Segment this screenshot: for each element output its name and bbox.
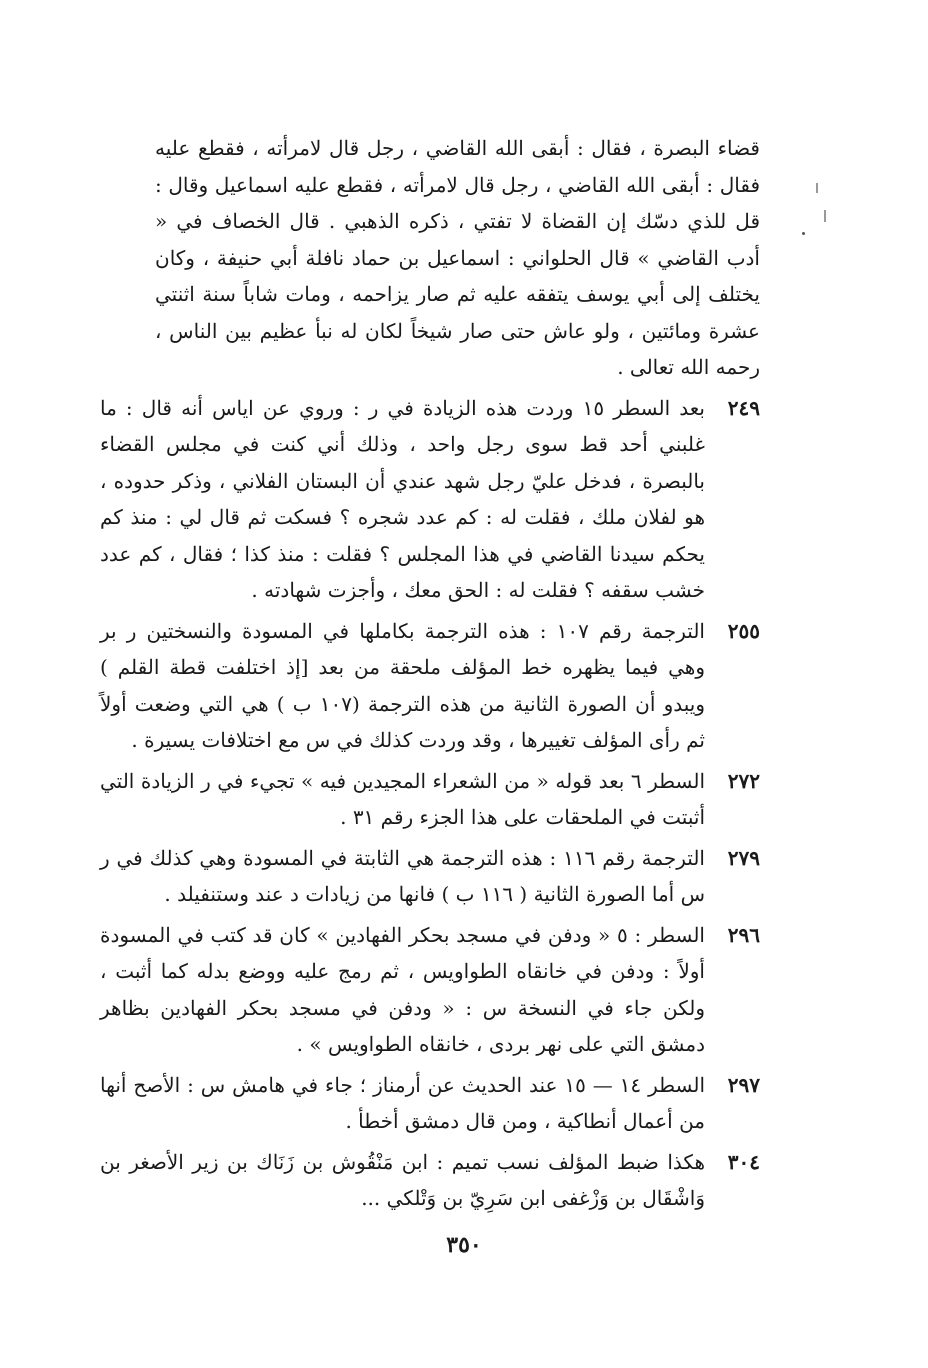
footnote-entry [100,763,760,836]
footnote-entry [100,1067,760,1140]
footnote-entry [100,1144,760,1217]
body-text [100,130,760,1217]
note-number: ٢٤٩ [727,395,760,420]
scan-speck [802,232,805,235]
note-number: ٣٠٤ [727,1149,760,1174]
note-number: ٢٥٥ [727,618,760,643]
note-text: بعد السطر ١٥ وردت هذه الزيادة في ر : وروي عن اياس أنه قال : ما غلبني أحد قط سوى رجل واحد ، وذلك أني كنت في مجلس القضاء بالبصرة ، فدخل عليّ رجل شهد عندي أن البستان الفلاني ، وذكر حدوده ، هو لفلان ملك ، فقلت له : كم عدد شجره ؟ فسكت ثم قال لي : منذ كم يحكم سيدنا القاضي في هذا المجلس ؟ فقلت : منذ كذا ؛ فقال ، كم عدد خشب سقفه ؟ فقلت له : الحق معك ، وأجزت شهادته . [100,395,705,602]
footnote-entry [100,613,760,759]
note-text: السطر ١٤ — ١٥ عند الحديث عن أرمناز ؛ جاء في هامش س : الأصح أنها من أعمال أنطاكية ، ومن قال دمشق أخطأ . [100,1072,706,1133]
note-text: السطر : ٥ « ودفن في مسجد بحكر الفهادين » كان قد كتب في المسودة أولاً : ودفن في خانقاه الطواويس ، ثم رمج عليه ووضع بدله كما أثبت ، ولكن جاء في النسخة س : « ودفن في مسجد بحكر الفهادين بظاهر دمشق التي على نهر بردى ، خانقاه الطواويس » . [100,922,705,1056]
note-number: ٢٩٧ [727,1072,760,1097]
note-text: السطر ٦ بعد قوله « من الشعراء المجيدين فيه » تجيء في ر الزيادة التي أثبتت في الملحقات على هذا الجزء رقم ٣١ . [100,768,705,829]
note-number: ٢٧٢ [727,768,760,793]
footnote-entry [100,840,760,913]
note-number: ٢٩٦ [727,922,760,947]
intro-paragraph: قضاء البصرة ، فقال : أبقى الله القاضي ، رجل قال لامرأته ، فقطع عليه فقال : أبقى الله القاضي ، رجل قال لامرأته ، فقطع عليه اسماعيل وقال : قل للذي دسّك إن القضاة لا تفتي ، ذكره الذهبي . قال الخصاف في « أدب القاضي » قال الحلواني : اسماعيل بن حماد نافلة أبي حنيفة ، وكان يختلف إلى أبي يوسف يتفقه عليه ثم صار يزاحمه ، ومات شاباً سنة اثنتي عشرة ومائتين ، ولو عاش حتى صار شيخاً لكان له نبأ عظيم بين الناس ، رحمه الله تعالى . [155,136,760,379]
footnote-entry [100,917,760,1063]
note-text: الترجمة رقم ١٠٧ : هذه الترجمة بكاملها في المسودة والنسختين ر بر وهي فيما يظهره خط المؤلف ملحقة من بعد [إذ اختلفت قطة القلم ) ويبدو أن الصورة الثانية من هذه الترجمة (١٠٧ ب ) هي التي وضعت أولاً ثم رأى المؤلف تغييرها ، وقد وردت كذلك في س مع اختلافات يسيرة . [100,618,705,752]
note-text: هكذا ضبط المؤلف نسب تميم : ابن مَنْقُوش بن زَنَاك بن زير الأصغر بن وَاشْقَال بن وَزْغفى ابن سَرِيّ بن وَتْلكي ... [100,1149,705,1210]
margin-mark [824,210,826,222]
note-text: الترجمة رقم ١١٦ : هذه الترجمة هي الثابتة في المسودة وهي كذلك في ر س أما الصورة الثانية ( ١١٦ ب ) فانها من زيادات د عند وستنفيلد . [100,845,705,906]
note-number: ٢٧٩ [727,845,760,870]
page-number: ٣٥٠ [446,1232,482,1258]
footnote-entry [100,390,760,609]
margin-mark [816,183,818,193]
